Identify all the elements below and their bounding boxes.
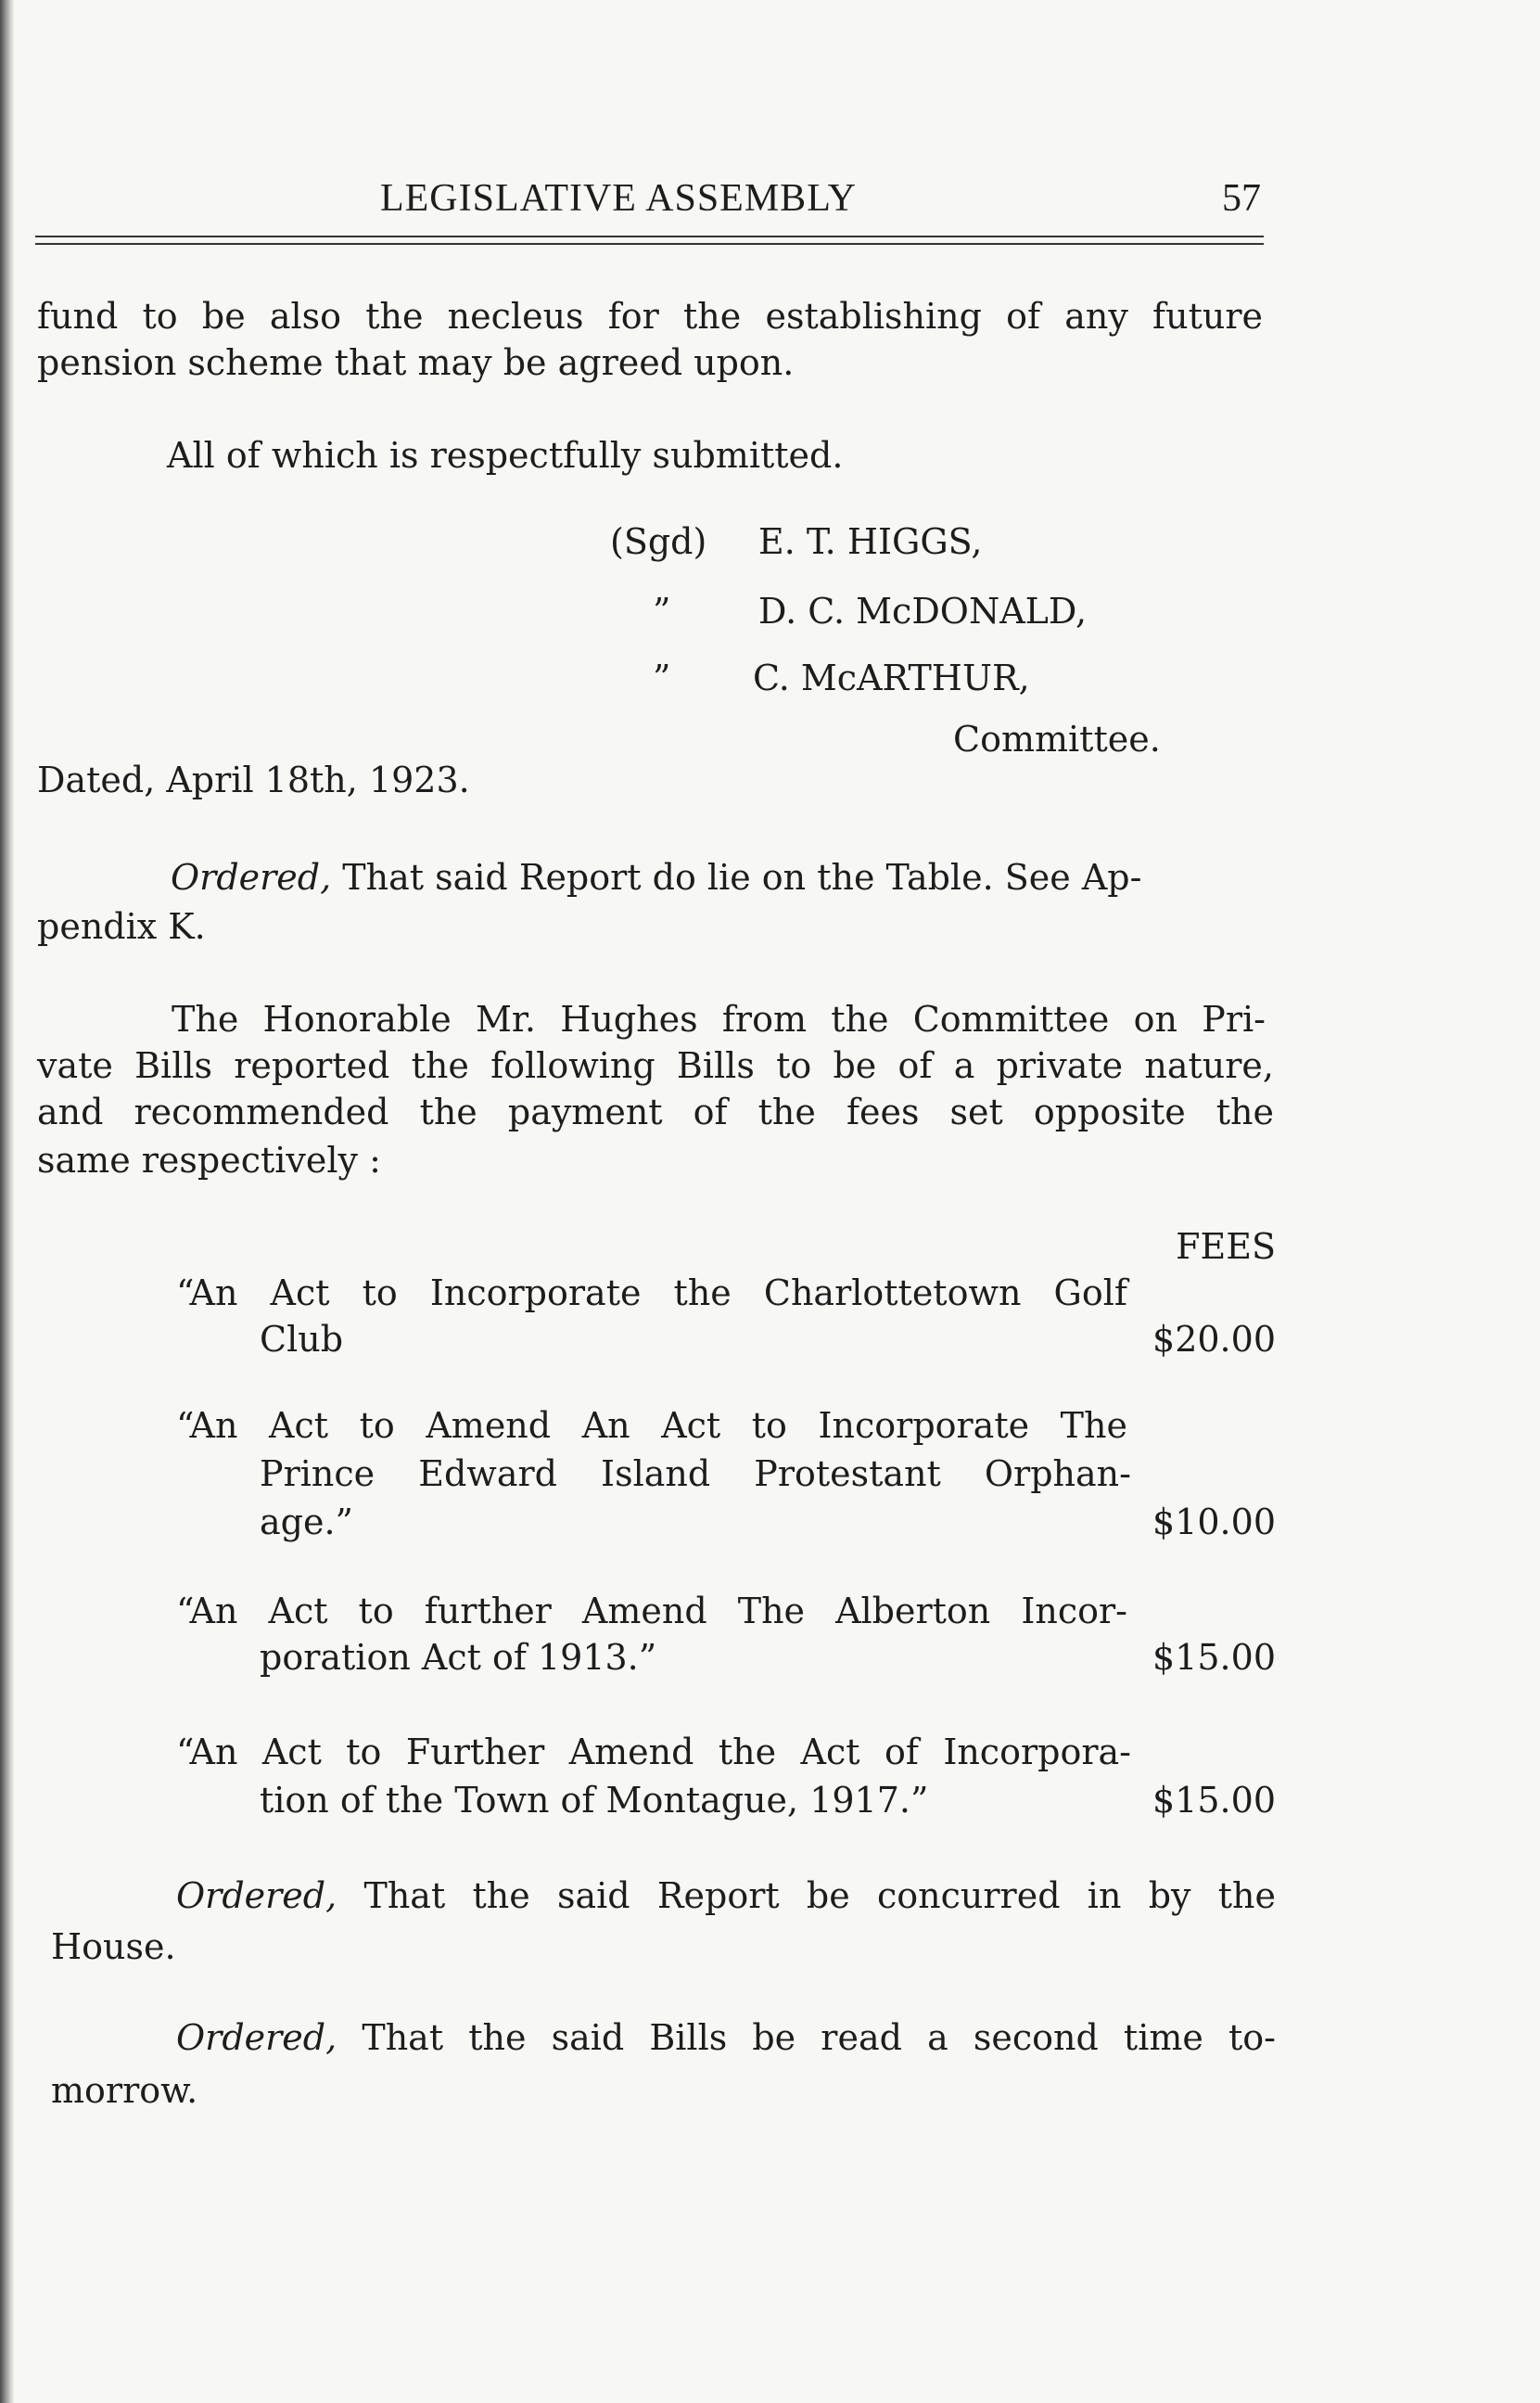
intro-line-2: pension scheme that may be agreed upon. <box>37 342 795 383</box>
signatory-2: D. C. McDONALD, <box>758 591 1088 632</box>
bill-1-line-2: Club <box>260 1319 344 1360</box>
bill-1-fee: $20.00 <box>1152 1319 1276 1360</box>
ordered-3-line-1: Ordered, That the said Bills be read a second time to- <box>176 2017 1276 2058</box>
dated-line: Dated, April 18th, 1923. <box>37 760 470 800</box>
ordered-1-line-1: Ordered, That said Report do lie on the Table. See Ap- <box>171 857 1142 898</box>
bill-3-line-1: “An Act to further Amend The Alberton Incor- <box>176 1591 1127 1631</box>
fees-heading: FEES <box>1176 1226 1276 1267</box>
ordered-1-line-2: pendix K. <box>37 906 206 947</box>
report-line-1: The Honorable Mr. Hughes from the Committee on Pri- <box>172 999 1266 1040</box>
sgd-label: (Sgd) <box>610 521 707 562</box>
ditto-mark-2: ” <box>653 658 671 698</box>
signatory-1: E. T. HIGGS, <box>758 521 983 562</box>
submitted-line: All of which is respectfully submitted. <box>167 435 844 476</box>
report-line-2: vate Bills reported the following Bills to be of a private nature, <box>37 1045 1274 1086</box>
bill-2-line-2: Prince Edward Island Protestant Orphan- <box>260 1453 1131 1494</box>
header-rule-top <box>35 236 1264 237</box>
bill-2-fee: $10.00 <box>1152 1502 1276 1542</box>
bill-2-line-1: “An Act to Amend An Act to Incorporate The <box>176 1405 1127 1446</box>
ordered-2-word: Ordered, <box>176 1875 337 1916</box>
bill-4-line-1: “An Act to Further Amend the Act of Incorpora- <box>176 1732 1131 1772</box>
report-line-4: same respectively : <box>37 1140 381 1181</box>
page-binding-edge <box>0 0 15 2403</box>
running-header-title: LEGISLATIVE ASSEMBLY <box>380 177 857 220</box>
committee-label: Committee. <box>953 719 1161 760</box>
report-line-3: and recommended the payment of the fees set opposite the <box>37 1092 1274 1132</box>
intro-line-1: fund to be also the necleus for the establishing of any future <box>37 296 1263 337</box>
ordered-1-word: Ordered, <box>171 857 332 898</box>
bill-3-fee: $15.00 <box>1152 1637 1276 1678</box>
bill-2-line-3: age.” <box>260 1502 353 1542</box>
ordered-2-line-2: House. <box>51 1926 176 1967</box>
ordered-2-line-1: Ordered, That the said Report be concurred in by the <box>176 1875 1276 1916</box>
bill-3-line-2: poration Act of 1913.” <box>260 1637 657 1678</box>
ditto-mark-1: ” <box>653 591 671 632</box>
bill-1-line-1: “An Act to Incorporate the Charlottetown Golf <box>176 1272 1127 1313</box>
ordered-3-line-2: morrow. <box>51 2070 198 2111</box>
bill-4-fee: $15.00 <box>1152 1780 1276 1821</box>
page-number: 57 <box>1222 177 1261 220</box>
header-rule-bottom <box>35 243 1264 245</box>
signatory-3: C. McARTHUR, <box>753 658 1030 698</box>
bill-4-line-2: tion of the Town of Montague, 1917.” <box>260 1780 929 1821</box>
ordered-3-word: Ordered, <box>176 2017 337 2058</box>
